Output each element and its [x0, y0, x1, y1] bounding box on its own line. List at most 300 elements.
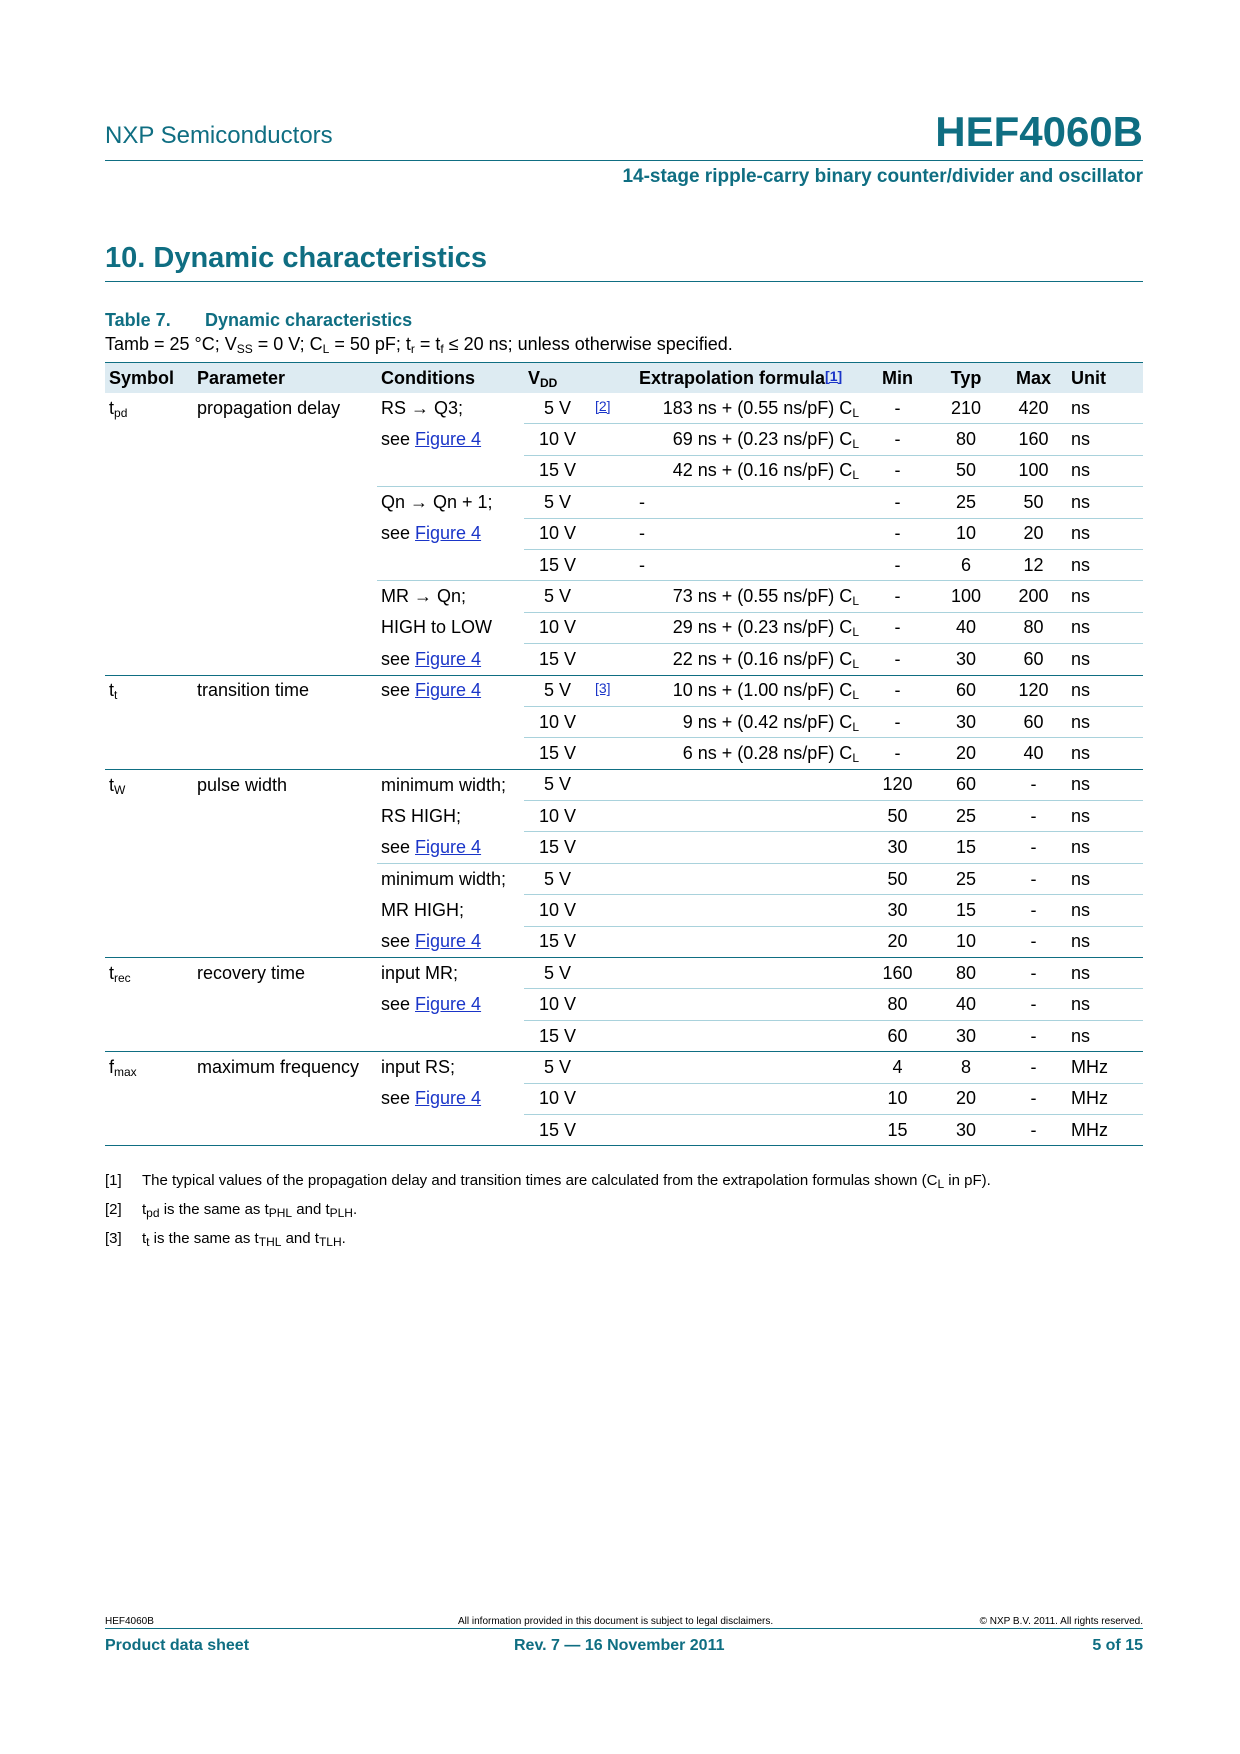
max-cell: - — [1000, 1052, 1067, 1083]
parameter-cell — [193, 581, 377, 612]
table-row — [105, 581, 1143, 612]
vdd-cell: 10 V — [524, 612, 591, 643]
figure-4-link[interactable]: Figure 4 — [415, 680, 482, 701]
typ-cell: 80 — [932, 958, 1000, 989]
table-row — [105, 863, 1143, 894]
symbol-cell — [105, 455, 193, 486]
company-name: NXP Semiconductors — [105, 122, 333, 149]
ref-cell — [591, 675, 635, 706]
table-row — [105, 926, 1143, 957]
max-cell: 80 — [1000, 612, 1067, 643]
table-note: [2] $t_{pd}$ is the same as $t_{PHL}$ and $t_{PLH}$. — [105, 1201, 358, 1220]
conditions-cell: see Figure 4 — [381, 1088, 482, 1109]
typ-cell: 30 — [932, 644, 1000, 675]
min-cell: - — [863, 424, 932, 455]
typ-cell: 50 — [932, 455, 1000, 486]
vdd-cell: 15 V — [524, 1114, 591, 1145]
table-row — [105, 644, 1143, 675]
conditions-cell — [377, 1020, 524, 1051]
parameter-cell — [193, 738, 377, 769]
col-unit: Unit — [1067, 363, 1143, 394]
unit-cell: ns — [1067, 518, 1143, 549]
parameter-cell — [193, 801, 377, 832]
min-cell: - — [863, 455, 932, 486]
formula-cell — [635, 1114, 863, 1145]
note-ref-link[interactable]: [2] — [595, 397, 611, 414]
max-cell: 60 — [1000, 644, 1067, 675]
vdd-cell: 5 V — [524, 675, 591, 706]
max-cell: 160 — [1000, 424, 1067, 455]
vdd-cell: 5 V — [524, 581, 591, 612]
parameter-cell — [193, 832, 377, 863]
vdd-cell: 10 V — [524, 706, 591, 737]
conditions-cell — [377, 1114, 524, 1145]
table-row — [105, 1083, 1143, 1114]
vdd-cell: 5 V — [524, 1052, 591, 1083]
note-ref-link[interactable]: [3] — [595, 680, 611, 697]
figure-4-link[interactable]: Figure 4 — [415, 648, 482, 669]
conditions-cell: see Figure 4 — [381, 994, 482, 1015]
ref-cell — [591, 455, 635, 486]
parameter-cell — [193, 518, 377, 549]
symbol-cell — [105, 801, 193, 832]
parameter-cell — [193, 863, 377, 894]
conditions-cell: see Figure 4 — [381, 836, 482, 857]
parameter-cell — [193, 549, 377, 580]
max-cell: - — [1000, 895, 1067, 926]
typ-cell: 100 — [932, 581, 1000, 612]
table-row — [105, 1114, 1143, 1145]
symbol-cell — [105, 644, 193, 675]
table-header-row — [105, 363, 1143, 394]
col-max: Max — [1000, 363, 1067, 394]
unit-cell: MHz — [1067, 1114, 1143, 1145]
vdd-cell: 5 V — [524, 769, 591, 800]
min-cell: 30 — [863, 895, 932, 926]
table-row — [105, 549, 1143, 580]
symbol-cell — [105, 706, 193, 737]
typ-cell: 10 — [932, 518, 1000, 549]
typ-cell: 25 — [932, 487, 1000, 518]
typ-cell: 20 — [932, 1083, 1000, 1114]
unit-cell: ns — [1067, 487, 1143, 518]
figure-4-link[interactable]: Figure 4 — [415, 994, 482, 1015]
unit-cell: ns — [1067, 801, 1143, 832]
unit-cell: ns — [1067, 926, 1143, 957]
formula-cell — [635, 832, 863, 863]
typ-cell: 6 — [932, 549, 1000, 580]
symbol-cell — [105, 989, 193, 1020]
figure-4-link[interactable]: Figure 4 — [415, 523, 482, 544]
ref-cell — [591, 706, 635, 737]
min-cell: 50 — [863, 863, 932, 894]
max-cell: - — [1000, 958, 1067, 989]
unit-cell: ns — [1067, 424, 1143, 455]
figure-4-link[interactable]: Figure 4 — [415, 1088, 482, 1109]
conditions-cell: Qn → Qn + 1; — [377, 487, 524, 518]
max-cell: 50 — [1000, 487, 1067, 518]
col-vdd: $V_{DD}$ — [524, 363, 591, 394]
symbol-cell — [105, 424, 193, 455]
parameter-cell — [193, 895, 377, 926]
formula-cell — [635, 926, 863, 957]
formula-cell: 10 ns + (1.00 ns/pF) $C_L$ — [635, 675, 863, 706]
min-cell: 20 — [863, 926, 932, 957]
ref-cell — [591, 1020, 635, 1051]
vdd-cell: 15 V — [524, 549, 591, 580]
vdd-cell: 15 V — [524, 738, 591, 769]
symbol-cell — [105, 549, 193, 580]
formula-cell — [635, 1083, 863, 1114]
unit-cell: ns — [1067, 989, 1143, 1020]
max-cell: 120 — [1000, 675, 1067, 706]
table-row — [105, 989, 1143, 1020]
max-cell: - — [1000, 989, 1067, 1020]
footer-doc-id: HEF4060B — [105, 1616, 154, 1627]
formula-cell: - — [635, 549, 863, 580]
max-cell: - — [1000, 926, 1067, 957]
vdd-cell: 15 V — [524, 1020, 591, 1051]
table-row — [105, 958, 1143, 989]
conditions-cell: HIGH to LOW — [381, 617, 493, 638]
typ-cell: 8 — [932, 1052, 1000, 1083]
col-symbol: Symbol — [105, 363, 193, 394]
symbol-cell — [105, 581, 193, 612]
col-conditions: Conditions — [377, 363, 524, 394]
table-number: Table 7. — [105, 310, 171, 330]
min-cell: - — [863, 706, 932, 737]
parameter-cell — [193, 926, 377, 957]
formula-cell: - — [635, 487, 863, 518]
unit-cell: ns — [1067, 832, 1143, 863]
max-cell: - — [1000, 832, 1067, 863]
table-row — [105, 424, 1143, 455]
ref-cell — [591, 895, 635, 926]
unit-cell: ns — [1067, 895, 1143, 926]
typ-cell: 25 — [932, 863, 1000, 894]
max-cell: - — [1000, 801, 1067, 832]
unit-cell: ns — [1067, 612, 1143, 643]
min-cell: 4 — [863, 1052, 932, 1083]
max-cell: 420 — [1018, 397, 1049, 418]
figure-4-link[interactable]: Figure 4 — [415, 429, 482, 450]
section-title: 10. Dynamic characteristics — [105, 242, 488, 274]
unit-cell: ns — [1067, 1020, 1143, 1051]
min-cell: - — [863, 738, 932, 769]
unit-cell: ns — [1067, 581, 1143, 612]
min-cell: 120 — [863, 769, 932, 800]
vdd-cell: 10 V — [524, 895, 591, 926]
table-row — [105, 393, 1143, 424]
vdd-cell: 10 V — [524, 1083, 591, 1114]
parameter-cell: transition time — [193, 675, 377, 706]
formula-cell — [635, 1020, 863, 1051]
footer-copyright: © NXP B.V. 2011. All rights reserved. — [979, 1616, 1143, 1627]
formula-cell — [635, 895, 863, 926]
parameter-cell: propagation delay — [197, 397, 341, 418]
typ-cell: 40 — [932, 989, 1000, 1020]
min-cell: - — [863, 675, 932, 706]
parameter-cell: recovery time — [193, 958, 377, 989]
ref-cell — [591, 738, 635, 769]
table-row — [105, 487, 1143, 518]
table-caption — [105, 310, 412, 331]
unit-cell: MHz — [1067, 1052, 1143, 1083]
parameter-cell — [193, 1114, 377, 1145]
formula-cell — [635, 958, 863, 989]
ref-cell — [591, 832, 635, 863]
unit-cell: ns — [1067, 769, 1143, 800]
unit-cell: ns — [1067, 455, 1143, 486]
max-cell: 20 — [1000, 518, 1067, 549]
conditions-cell: RS → Q3; — [381, 397, 464, 418]
footer-page: 5 of 15 — [1092, 1637, 1143, 1654]
table-conditions-line: Tamb = 25 °C; $V_{SS} = 0$ V; $C_L = 50$ pF; $t_r = t_f \le 20$ ns; unless otherwise specified. — [105, 334, 733, 356]
unit-cell: ns — [1067, 958, 1143, 989]
ref-cell — [591, 801, 635, 832]
typ-cell: 30 — [932, 1114, 1000, 1145]
min-cell: 50 — [863, 801, 932, 832]
dynamic-characteristics-table — [105, 362, 1143, 1146]
ref-cell — [591, 989, 635, 1020]
typ-cell: 30 — [932, 706, 1000, 737]
parameter-cell — [193, 424, 377, 455]
parameter-cell: pulse width — [193, 769, 377, 800]
conditions-cell: minimum width; — [377, 863, 524, 894]
ref-cell — [591, 1083, 635, 1114]
parameter-cell: maximum frequency — [193, 1052, 377, 1083]
formula-cell — [635, 1052, 863, 1083]
typ-cell: 60 — [932, 675, 1000, 706]
formula-cell: 183 ns + (0.55 ns/pF) $C_L$ — [662, 397, 859, 420]
conditions-cell: MR → Qn; — [377, 581, 524, 612]
footer-disclaimer: All information provided in this document is subject to legal disclaimers. — [458, 1616, 774, 1627]
conditions-cell: minimum width; — [377, 769, 524, 800]
conditions-cell — [377, 549, 524, 580]
conditions-cell: see Figure 4 — [381, 429, 482, 450]
ref-cell — [591, 487, 635, 518]
symbol-cell: $t_{rec}$ — [105, 958, 193, 989]
max-cell: - — [1000, 1083, 1067, 1114]
ref-cell — [591, 958, 635, 989]
formula-cell: 73 ns + (0.55 ns/pF) $C_L$ — [635, 581, 863, 612]
header-rule — [105, 160, 1143, 161]
col-ref-spacer — [591, 363, 635, 394]
min-cell: 10 — [863, 1083, 932, 1114]
vdd-cell: 15 V — [524, 832, 591, 863]
typ-cell: 25 — [932, 801, 1000, 832]
unit-cell: MHz — [1067, 1083, 1143, 1114]
parameter-cell — [193, 1083, 377, 1114]
vdd-cell: 10 V — [524, 518, 591, 549]
formula-cell: 6 ns + (0.28 ns/pF) $C_L$ — [635, 738, 863, 769]
typ-cell: 30 — [932, 1020, 1000, 1051]
min-cell: - — [863, 581, 932, 612]
table-row — [105, 769, 1143, 800]
min-cell: 15 — [863, 1114, 932, 1145]
ref-cell — [591, 1114, 635, 1145]
symbol-cell — [105, 832, 193, 863]
min-cell: 160 — [863, 958, 932, 989]
ref-cell — [591, 644, 635, 675]
parameter-cell — [193, 644, 377, 675]
ref-cell — [591, 769, 635, 800]
ref-cell — [591, 1052, 635, 1083]
col-typ: Typ — [932, 363, 1000, 394]
min-cell: 80 — [863, 989, 932, 1020]
footer-rule — [105, 1628, 1143, 1629]
conditions-cell: input MR; — [377, 958, 524, 989]
formula-cell: 9 ns + (0.42 ns/pF) $C_L$ — [635, 706, 863, 737]
symbol-cell: $f_{max}$ — [105, 1052, 193, 1083]
symbol-cell — [105, 926, 193, 957]
symbol-cell — [105, 487, 193, 518]
ref-cell — [591, 926, 635, 957]
vdd-cell: 5 V — [524, 863, 591, 894]
table-row — [105, 895, 1143, 926]
conditions-cell: RS HIGH; — [381, 805, 462, 826]
formula-cell: 69 ns + (0.23 ns/pF) $C_L$ — [635, 424, 863, 455]
max-cell: - — [1000, 769, 1067, 800]
max-cell: 40 — [1000, 738, 1067, 769]
conditions-cell — [377, 455, 524, 486]
ref-cell — [591, 518, 635, 549]
ref-cell — [591, 393, 635, 424]
parameter-cell — [193, 706, 377, 737]
table-row — [105, 801, 1143, 832]
formula-cell — [635, 989, 863, 1020]
ref-cell — [591, 863, 635, 894]
typ-cell: 80 — [932, 424, 1000, 455]
table-row — [105, 706, 1143, 737]
conditions-cell: input RS; — [377, 1052, 524, 1083]
unit-cell: ns — [1067, 644, 1143, 675]
unit-cell: ns — [1071, 397, 1091, 418]
conditions-cell: see Figure 4 — [381, 523, 482, 544]
col-min: Min — [863, 363, 932, 394]
parameter-cell — [193, 487, 377, 518]
max-cell: 100 — [1000, 455, 1067, 486]
min-cell: 30 — [863, 832, 932, 863]
min-cell: - — [894, 397, 901, 418]
symbol-cell — [105, 895, 193, 926]
formula-cell: 29 ns + (0.23 ns/pF) $C_L$ — [635, 612, 863, 643]
vdd-cell: 10 V — [524, 989, 591, 1020]
table-note: [1] The typical values of the propagation delay and transition times are calculated from the extrapolation formulas shown ($C_L$ in pF). — [105, 1172, 991, 1191]
unit-cell: ns — [1067, 675, 1143, 706]
note-ref-1[interactable]: [1] — [825, 367, 843, 384]
max-cell: - — [1000, 863, 1067, 894]
vdd-cell: 10 V — [524, 801, 591, 832]
typ-cell: 10 — [932, 926, 1000, 957]
typ-cell: 40 — [932, 612, 1000, 643]
max-cell: - — [1000, 1020, 1067, 1051]
table-row — [105, 1052, 1143, 1083]
ref-cell — [591, 424, 635, 455]
min-cell: - — [863, 487, 932, 518]
conditions-cell — [377, 706, 524, 737]
typ-cell: 20 — [932, 738, 1000, 769]
part-number: HEF4060B — [935, 108, 1143, 155]
conditions-cell: see Figure 4 — [381, 931, 482, 952]
table-notes — [105, 1166, 991, 1253]
symbol-cell — [105, 518, 193, 549]
ref-cell — [591, 612, 635, 643]
typ-cell: 15 — [932, 832, 1000, 863]
parameter-cell — [193, 612, 377, 643]
formula-cell — [635, 801, 863, 832]
symbol-cell — [105, 1083, 193, 1114]
conditions-cell: see Figure 4 — [377, 675, 524, 706]
formula-cell: - — [635, 518, 863, 549]
unit-cell: ns — [1067, 738, 1143, 769]
symbol-cell: $t_W$ — [105, 769, 193, 800]
vdd-cell: 10 V — [524, 424, 591, 455]
table-row — [105, 455, 1143, 486]
parameter-cell — [193, 455, 377, 486]
table-row — [105, 612, 1143, 643]
conditions-cell — [377, 738, 524, 769]
symbol-cell — [105, 1020, 193, 1051]
document-subtitle: 14-stage ripple-carry binary counter/divider and oscillator — [622, 166, 1143, 187]
unit-cell: ns — [1067, 706, 1143, 737]
symbol-cell: $t_t$ — [105, 675, 193, 706]
formula-cell — [635, 863, 863, 894]
unit-cell: ns — [1067, 549, 1143, 580]
max-cell: 60 — [1000, 706, 1067, 737]
footer-revision: Rev. 7 — 16 November 2011 — [514, 1637, 725, 1654]
section-rule — [105, 281, 1143, 282]
table-note: [3] $t_t$ is the same as $t_{THL}$ and $t_{TLH}$. — [105, 1230, 346, 1249]
min-cell: - — [863, 612, 932, 643]
typ-cell: 210 — [950, 397, 982, 418]
min-cell: - — [863, 518, 932, 549]
figure-4-link[interactable]: Figure 4 — [415, 931, 482, 952]
formula-cell: 22 ns + (0.16 ns/pF) $C_L$ — [635, 644, 863, 675]
col-parameter: Parameter — [193, 363, 377, 394]
symbol-cell — [105, 1114, 193, 1145]
table-title: Dynamic characteristics — [205, 310, 413, 330]
unit-cell: ns — [1067, 863, 1143, 894]
formula-cell — [635, 769, 863, 800]
vdd-cell: 5 V — [524, 487, 591, 518]
footer-doc-type: Product data sheet — [105, 1637, 250, 1654]
col-formula: Extrapolation formula[1] — [635, 363, 863, 394]
max-cell: 12 — [1000, 549, 1067, 580]
parameter-cell — [193, 989, 377, 1020]
min-cell: 60 — [863, 1020, 932, 1051]
table-row — [105, 518, 1143, 549]
figure-4-link[interactable]: Figure 4 — [415, 836, 482, 857]
symbol-cell — [105, 863, 193, 894]
typ-cell: 15 — [932, 895, 1000, 926]
vdd-cell: 15 V — [524, 455, 591, 486]
max-cell: - — [1000, 1114, 1067, 1145]
parameter-cell — [193, 1020, 377, 1051]
vdd-cell: 15 V — [524, 926, 591, 957]
ref-cell — [591, 581, 635, 612]
conditions-cell: see Figure 4 — [381, 648, 482, 669]
table-row — [105, 738, 1143, 769]
symbol-cell — [105, 738, 193, 769]
max-cell: 200 — [1000, 581, 1067, 612]
vdd-cell: 15 V — [524, 644, 591, 675]
symbol-cell — [105, 612, 193, 643]
formula-cell: 42 ns + (0.16 ns/pF) $C_L$ — [635, 455, 863, 486]
typ-cell: 60 — [932, 769, 1000, 800]
conditions-cell: MR HIGH; — [381, 899, 464, 920]
vdd-cell: 5 V — [543, 397, 572, 418]
